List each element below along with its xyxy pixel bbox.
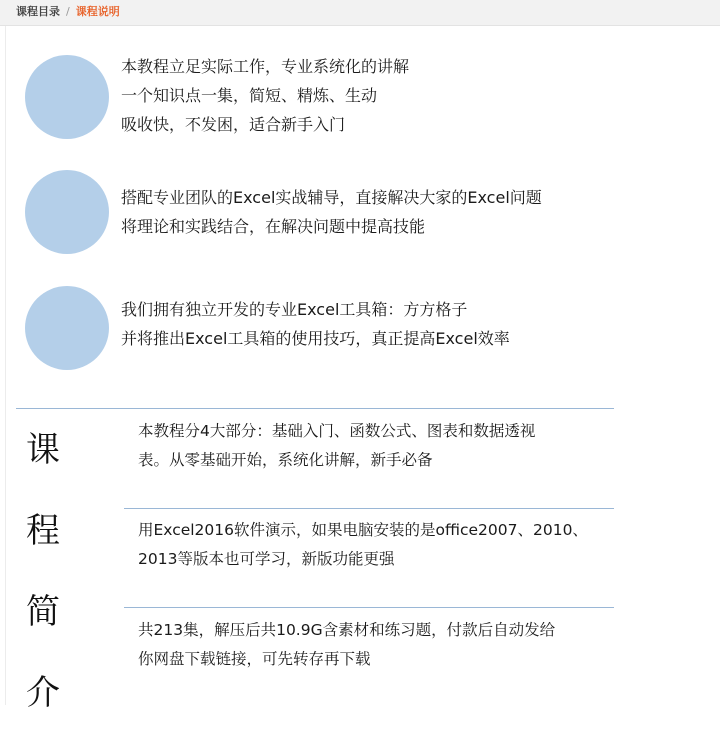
breadcrumb-current: 课程说明	[75, 5, 120, 18]
breadcrumb-separator: /	[66, 5, 70, 18]
breadcrumb	[16, 5, 120, 19]
feature-circle-icon	[25, 55, 109, 139]
intro-item-divider	[124, 508, 614, 509]
intro-title-char: 简	[26, 592, 60, 632]
intro-item-line: 表。从零基础开始，系统化讲解，新手必备	[138, 451, 433, 469]
intro-title-char: 课	[26, 430, 60, 470]
feature-text	[121, 52, 409, 139]
intro-item-line: 共213集，解压后共10.9G含素材和练习题，付款后自动发给	[138, 621, 556, 639]
breadcrumb-bar	[0, 0, 720, 26]
feature-line: 一个知识点一集，简短、精炼、生动	[121, 86, 378, 105]
feature-text	[121, 183, 542, 241]
intro-item-divider	[124, 607, 614, 608]
intro-item	[138, 616, 618, 674]
intro-title-char: 介	[26, 673, 60, 713]
feature-circle-icon	[25, 286, 109, 370]
feature-line: 吸收快，不发困，适合新手入门	[121, 115, 346, 134]
section-divider	[16, 408, 614, 409]
feature-line: 并将推出Excel工具箱的使用技巧，真正提高Excel效率	[121, 329, 510, 348]
feature-line: 将理论和实践结合，在解决问题中提高技能	[121, 217, 426, 236]
intro-title-char: 程	[26, 511, 60, 551]
intro-item-line: 你网盘下载链接，可先转存再下载	[138, 650, 371, 668]
breadcrumb-parent-link[interactable]: 课程目录	[16, 5, 60, 18]
intro-title	[26, 430, 70, 754]
intro-item-line: 用Excel2016软件演示，如果电脑安装的是office2007、2010、	[138, 521, 588, 539]
feature-line: 本教程立足实际工作，专业系统化的讲解	[121, 57, 410, 76]
feature-text	[121, 295, 510, 353]
intro-item-line: 2013等版本也可学习，新版功能更强	[138, 550, 395, 568]
feature-line: 搭配专业团队的Excel实战辅导，直接解决大家的Excel问题	[121, 188, 542, 207]
intro-item-line: 本教程分4大部分：基础入门、函数公式、图表和数据透视	[138, 422, 536, 440]
intro-item	[138, 417, 618, 475]
feature-circle-icon	[25, 170, 109, 254]
intro-item	[138, 516, 618, 574]
feature-line: 我们拥有独立开发的专业Excel工具箱：方方格子	[121, 300, 468, 319]
